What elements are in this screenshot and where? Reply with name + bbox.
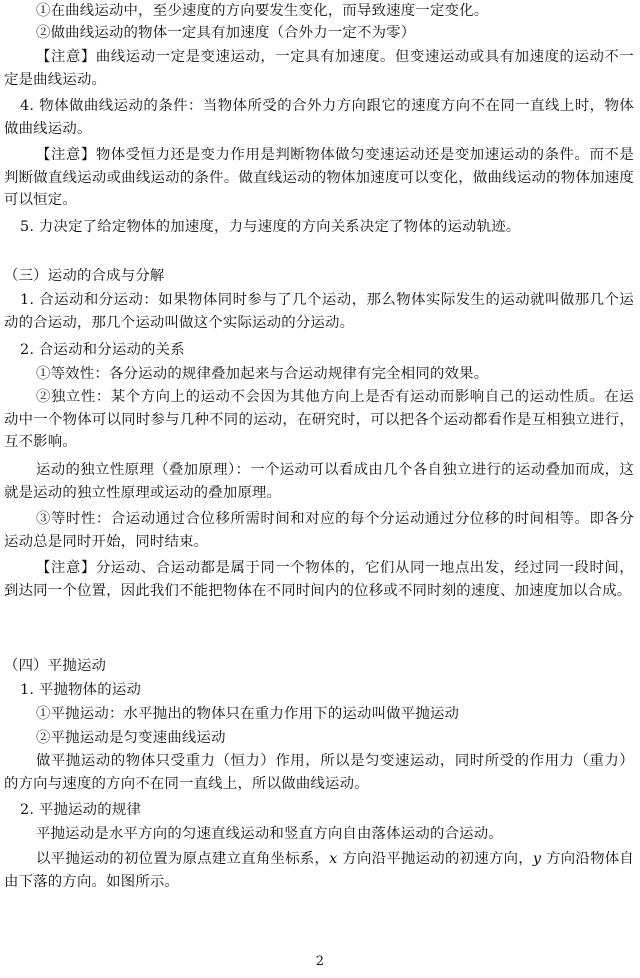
note-curved-motion: 【注意】曲线运动一定是变速运动，一定具有加速度。但变速运动或具有加速度的运动不一定是曲线运动。 <box>4 49 634 88</box>
note-same-object: 【注意】分运动、合运动都是属于同一个物体的，它们从同一地点出发，经过同一段时间，到达同一个位置，因此我们不能把物体在不同时间内的位移或不同时刻的速度、加速度加以合成。 <box>4 560 634 599</box>
section-heading-3: （三）运动的合成与分解 <box>4 268 165 284</box>
paragraph-acceleration: ②做曲线运动的物体一定具有加速度（合外力一定不为零） <box>36 25 416 41</box>
paragraph-projectile-definition: ①平抛运动：水平抛出的物体只在重力作用下的运动叫做平抛运动 <box>36 706 460 722</box>
paragraph-equivalence: ①等效性：各分运动的规律叠加起来与合运动规律有完全相同的效果。 <box>36 366 489 382</box>
x-variable: x <box>329 851 338 867</box>
paragraph-composition: 平抛运动是水平方向的匀速直线运动和竖直方向自由落体运动的合运动。 <box>36 826 503 842</box>
subheading-projectile-laws: 2. 平抛运动的规律 <box>20 802 142 818</box>
paragraph-independence: ②独立性：某个方向上的运动不会因为其他方向上是否有运动而影响自己的运动性质。在运动中一个物体可以同时参与几种不同的运动，在研究时，可以把各个运动都看作是互相独立进行，互不影响。 <box>4 389 634 450</box>
paragraph-coordinate-system <box>4 848 634 893</box>
note-constant-force: 【注意】物体受恒力还是变力作用是判断物体做匀变速运动还是变加速运动的条件。而不是判断做直线运动或曲线运动的条件。做直线运动的物体加速度可以变化，做曲线运动的物体加速度可以恒定。 <box>4 147 634 208</box>
coord-text-c: 方向沿物体自由下落的方向。如图所示。 <box>4 851 634 890</box>
paragraph-resultant-component: 1. 合运动和分运动：如果物体同时参与了几个运动，那么物体实际发生的运动就叫做那几个运动的合运动，那几个运动叫做这个实际运动的分运动。 <box>4 292 634 331</box>
coord-text-b: 方向沿平抛运动的初速方向， <box>337 851 533 867</box>
paragraph-velocity-change: ①在曲线运动中，至少速度的方向要发生变化，而导致速度一定变化。 <box>36 3 489 19</box>
section-heading-4: （四）平抛运动 <box>4 658 107 674</box>
coord-text-a: 以平抛运动的初位置为原点建立直角坐标系， <box>36 851 330 867</box>
page-number: 2 <box>315 954 325 969</box>
y-variable: y <box>532 851 542 867</box>
paragraph-gravity-only: 做平抛运动的物体只受重力（恒力）作用，所以是匀变速运动，同时所受的作用力（重力）的方向与速度的方向不在同一直线上，所以做曲线运动。 <box>4 753 634 792</box>
paragraph-simultaneity: ③等时性：合运动通过合位移所需时间和对应的每个分运动通过分位移的时间相等。即各分运动总是同时开始，同时结束。 <box>4 511 634 550</box>
subheading-projectile: 1. 平抛物体的运动 <box>20 682 142 698</box>
subheading-relationship: 2. 合运动和分运动的关系 <box>20 342 185 358</box>
paragraph-projectile-type: ②平抛运动是匀变速曲线运动 <box>36 730 226 746</box>
paragraph-condition: 4. 物体做曲线运动的条件：当物体所受的合外力方向跟它的速度方向不在同一直线上时，物体做曲线运动。 <box>4 98 634 137</box>
paragraph-superposition: 运动的独立性原理（叠加原理）：一个运动可以看成由几个各自独立进行的运动叠加而成，这就是运动的独立性原理或运动的叠加原理。 <box>4 462 634 501</box>
paragraph-force-trajectory: 5. 力决定了给定物体的加速度，力与速度的方向关系决定了物体的运动轨迹。 <box>20 219 521 235</box>
